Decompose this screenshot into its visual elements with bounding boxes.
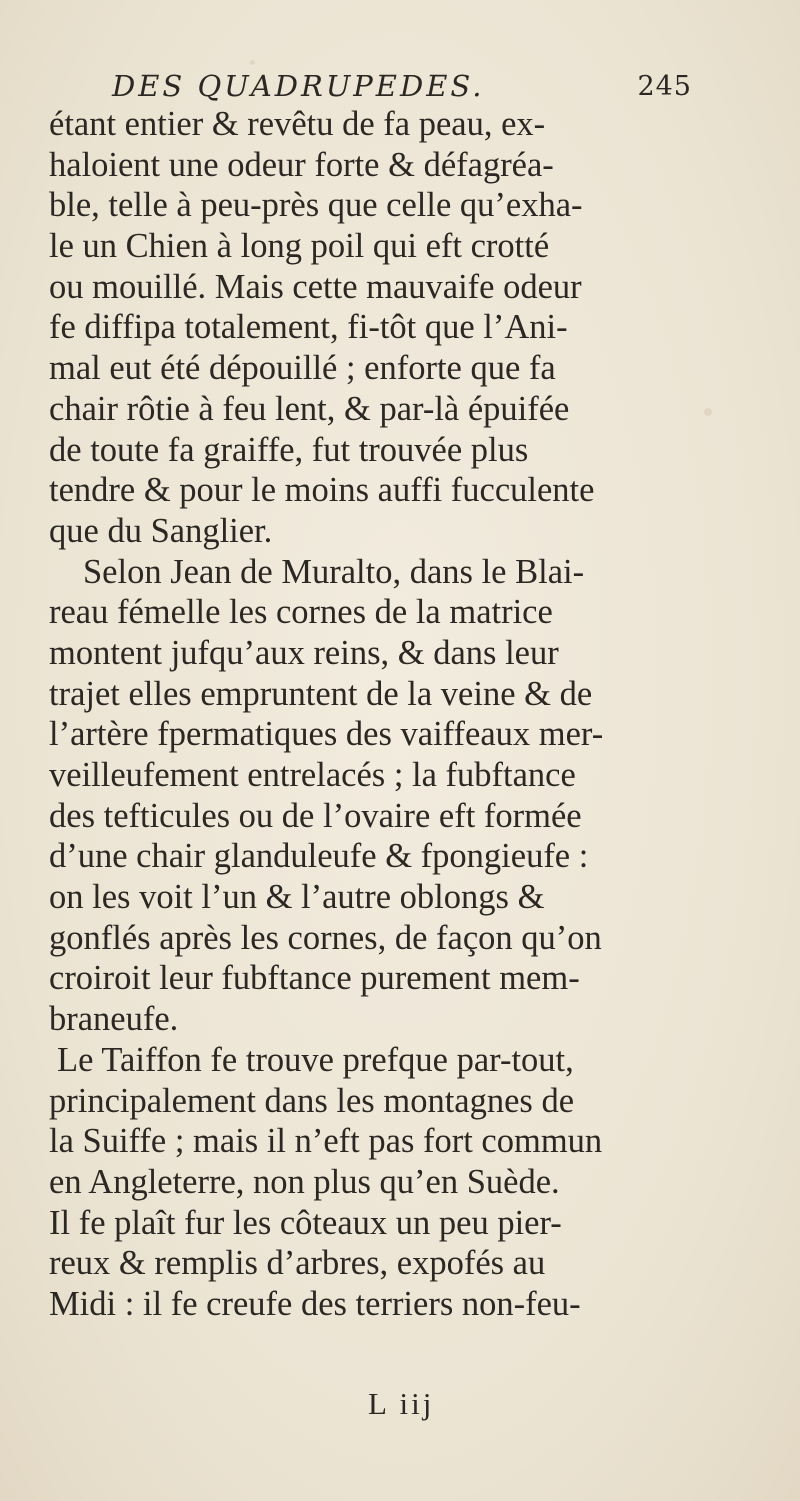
signature-mark: L iij [368, 1386, 435, 1421]
text-line: fe diffipa totalement, fi-tôt que l’Ani- [49, 308, 568, 347]
running-header [112, 64, 692, 108]
text-line: mal eut été dépouillé ; enforte que fa [49, 349, 556, 388]
page-number: 245 [637, 70, 692, 102]
running-title: DES QUADRUPEDES. [112, 69, 485, 103]
text-line: la Suiffe ; mais il n’eft pas fort commun [49, 1122, 603, 1161]
body-text [49, 104, 699, 1325]
text-line: veilleufement entrelacés ; la fubftance [49, 756, 576, 794]
text-line: des tefticules ou de l’ovaire eft formée [49, 796, 582, 835]
text-line: montent jufqu’aux reins, & dans leur [49, 633, 559, 672]
text-line: haloient une odeur forte & défagréa- [49, 145, 554, 184]
text-line: on les voit l’un & l’autre oblongs & [49, 878, 545, 917]
text-line: Midi : il fe creufe des terriers non-feu- [49, 1284, 581, 1323]
text-line: chair rôtie à feu lent, & par-là épuifée [49, 389, 570, 428]
text-line: d’une chair glanduleufe & fpongieufe : [49, 837, 589, 876]
text-line: reux & remplis d’arbres, expofés au [49, 1244, 546, 1283]
text-line: croiroit leur fubftance purement mem- [49, 959, 580, 998]
text-line: en Angleterre, non plus qu’en Suède. [49, 1162, 560, 1201]
text-line: tendre & pour le moins auffi fucculente [49, 471, 595, 510]
text-line: braneufe. [49, 1000, 179, 1039]
text-line: le un Chien à long poil qui eft crotté [49, 227, 550, 266]
text-line: étant entier & revêtu de fa peau, ex- [49, 105, 546, 143]
paragraph-start-line: Le Taiffon fe trouve prefque par-tout, [57, 1040, 574, 1079]
text-line: gonflés après les cornes, de façon qu’on [49, 918, 602, 957]
text-line: ble, telle à peu-près que celle qu’exha- [49, 186, 583, 225]
paragraph-start-line: Selon Jean de Muralto, dans le Blai- [83, 552, 585, 591]
text-line: principalement dans les montagnes de [49, 1081, 575, 1120]
text-line: l’artère fpermatiques des vaiffeaux mer- [49, 715, 604, 754]
text-line: reau fémelle les cornes de la matrice [49, 593, 553, 632]
text-line: ou mouillé. Mais cette mauvaife odeur [49, 267, 582, 306]
text-line: que du Sanglier. [49, 511, 273, 550]
text-line: trajet elles empruntent de la veine & de [49, 674, 593, 713]
paper-spot [704, 408, 712, 416]
text-line: de toute fa graiffe, fut trouvée plus [49, 430, 529, 469]
text-line: Il fe plaît fur les côteaux un peu pier- [49, 1203, 562, 1242]
